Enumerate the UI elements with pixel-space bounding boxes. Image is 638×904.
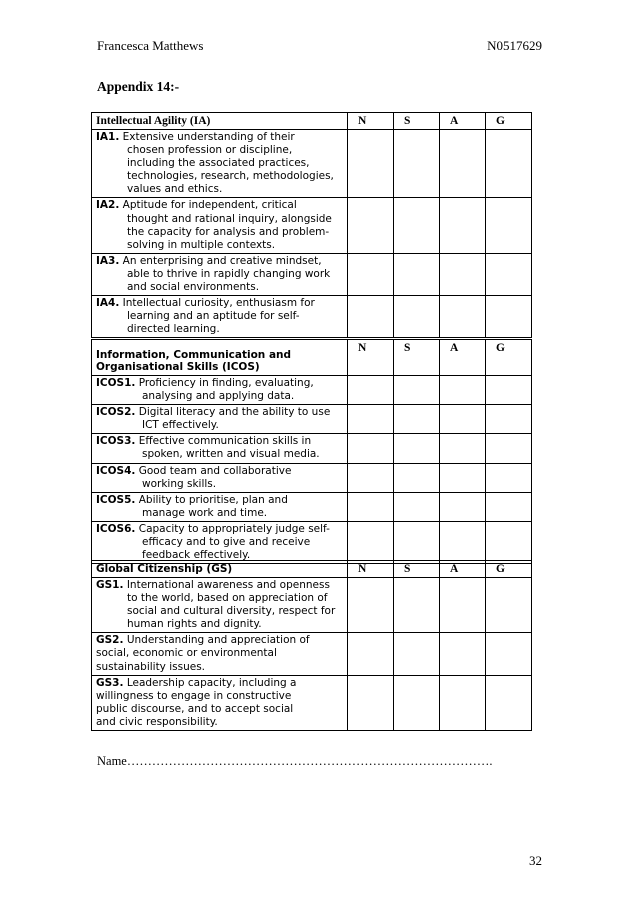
rating-cell-g[interactable]	[486, 130, 532, 198]
rating-cell-n[interactable]	[348, 376, 394, 405]
rating-cell-g[interactable]	[486, 405, 532, 434]
icos3-line: Effective communication skills in	[138, 435, 312, 448]
table-row	[92, 434, 532, 463]
ia3-description	[92, 253, 348, 295]
gs2-line: social, economic or environmental	[96, 647, 277, 660]
ia2-line: thought and rational inquiry, alongside	[127, 212, 332, 225]
icos4-line: working skills.	[142, 477, 217, 490]
icos3-description	[92, 434, 348, 463]
icos5-code: ICOS5.	[96, 493, 136, 506]
icos5-line: manage work and time.	[142, 506, 268, 519]
icos1-code: ICOS1.	[96, 377, 136, 389]
gs1-description	[92, 578, 348, 633]
col-n-header: N	[348, 340, 394, 376]
rating-cell-g[interactable]	[486, 578, 532, 633]
rating-cell-g[interactable]	[486, 633, 532, 675]
col-a-header: A	[440, 561, 486, 578]
rating-cell-s[interactable]	[394, 376, 440, 405]
rating-cell-s[interactable]	[394, 296, 440, 338]
icos2-line: ICT effectively.	[142, 419, 219, 432]
rating-cell-g[interactable]	[486, 492, 532, 521]
ia-table	[91, 112, 532, 338]
ia1-description	[92, 130, 348, 198]
icos2-line: Digital literacy and the ability to use	[138, 406, 331, 419]
ia-table-title: Intellectual Agility (IA)	[92, 113, 348, 130]
ia4-line: Intellectual curiosity, enthusiasm for	[122, 297, 315, 310]
rating-cell-a[interactable]	[440, 492, 486, 521]
rating-cell-s[interactable]	[394, 463, 440, 492]
rating-cell-n[interactable]	[348, 405, 394, 434]
table-row	[92, 253, 532, 295]
rating-cell-s[interactable]	[394, 675, 440, 730]
table-row	[92, 130, 532, 198]
icos1-line: Proficiency in finding, evaluating,	[138, 377, 314, 389]
rating-cell-n[interactable]	[348, 492, 394, 521]
gs-header-row	[92, 561, 532, 578]
rating-cell-s[interactable]	[394, 253, 440, 295]
rating-cell-g[interactable]	[486, 253, 532, 295]
gs1-line: social and cultural diversity, respect for	[127, 605, 336, 618]
icos3-code: ICOS3.	[96, 435, 136, 448]
ia4-line: learning and an aptitude for self-	[127, 310, 300, 323]
icos-title-line: Information, Communication and	[96, 349, 292, 361]
table-row	[92, 296, 532, 338]
rating-cell-n[interactable]	[348, 521, 394, 563]
icos6-line: feedback effectively.	[142, 549, 251, 562]
table-row	[92, 376, 532, 405]
ia3-line: able to thrive in rapidly changing work	[127, 267, 331, 280]
ia1-code: IA1.	[96, 131, 120, 143]
ia2-line: solving in multiple contexts.	[127, 238, 276, 251]
ia1-line: technologies, research, methodologies,	[127, 170, 334, 183]
rating-cell-a[interactable]	[440, 463, 486, 492]
rating-cell-a[interactable]	[440, 434, 486, 463]
table-row	[92, 521, 532, 563]
rating-cell-s[interactable]	[394, 434, 440, 463]
ia1-line: chosen profession or discipline,	[127, 144, 293, 157]
ia2-code: IA2.	[96, 199, 120, 212]
ia3-line: and social environments.	[127, 281, 260, 294]
table-row	[92, 463, 532, 492]
rating-cell-a[interactable]	[440, 633, 486, 675]
icos2-code: ICOS2.	[96, 406, 136, 419]
gs2-description	[92, 633, 348, 675]
table-row	[92, 198, 532, 253]
gs3-code: GS3.	[96, 676, 124, 689]
gs2-line: Understanding and appreciation of	[126, 634, 310, 647]
header-student-id: N0517629	[487, 38, 542, 53]
rating-cell-g[interactable]	[486, 463, 532, 492]
col-a-header: A	[440, 340, 486, 376]
gs1-code: GS1.	[96, 579, 124, 591]
col-a-header: A	[440, 113, 486, 130]
gs3-line: public discourse, and to accept social	[96, 702, 294, 715]
rating-cell-s[interactable]	[394, 521, 440, 563]
rating-cell-n[interactable]	[348, 296, 394, 338]
icos2-description	[92, 405, 348, 434]
rating-cell-a[interactable]	[440, 296, 486, 338]
ia4-line: directed learning.	[127, 323, 220, 336]
rating-cell-s[interactable]	[394, 130, 440, 198]
icos-table-title	[92, 340, 348, 376]
rating-cell-s[interactable]	[394, 198, 440, 253]
appendix-title: Appendix 14:-	[97, 79, 180, 94]
gs1-line: to the world, based on appreciation of	[127, 592, 328, 605]
gs2-line: sustainability issues.	[96, 660, 206, 673]
col-s-header: S	[394, 561, 440, 578]
rating-cell-n[interactable]	[348, 198, 394, 253]
rating-cell-a[interactable]	[440, 376, 486, 405]
rating-cell-g[interactable]	[486, 675, 532, 730]
icos5-line: Ability to prioritise, plan and	[138, 493, 288, 506]
icos-header-row	[92, 340, 532, 376]
ia1-line: values and ethics.	[127, 183, 223, 196]
rating-cell-n[interactable]	[348, 434, 394, 463]
ia1-line: including the associated practices,	[127, 157, 310, 170]
rating-cell-g[interactable]	[486, 434, 532, 463]
rating-cell-a[interactable]	[440, 675, 486, 730]
gs-table-title: Global Citizenship (GS)	[92, 561, 348, 578]
col-g-header: G	[486, 113, 532, 130]
rating-cell-g[interactable]	[486, 198, 532, 253]
rating-cell-a[interactable]	[440, 253, 486, 295]
rating-cell-n[interactable]	[348, 578, 394, 633]
header-author: Francesca Matthews	[97, 38, 204, 53]
rating-cell-s[interactable]	[394, 578, 440, 633]
icos6-description	[92, 521, 348, 563]
col-s-header: S	[394, 340, 440, 376]
icos1-line: analysing and applying data.	[142, 390, 295, 403]
name-field-label: Name…………………………………………………………………………….	[97, 754, 493, 768]
rating-cell-a[interactable]	[440, 130, 486, 198]
rating-cell-n[interactable]	[348, 675, 394, 730]
rating-cell-g[interactable]	[486, 521, 532, 563]
table-row	[92, 492, 532, 521]
gs3-description	[92, 675, 348, 730]
col-g-header: G	[486, 340, 532, 376]
ia3-line: An enterprising and creative mindset,	[122, 254, 322, 267]
col-s-header: S	[394, 113, 440, 130]
rating-cell-n[interactable]	[348, 633, 394, 675]
rating-cell-s[interactable]	[394, 633, 440, 675]
rating-cell-n[interactable]	[348, 253, 394, 295]
ia2-line: Aptitude for independent, critical	[122, 199, 297, 212]
rating-cell-s[interactable]	[394, 492, 440, 521]
gs-table	[91, 560, 532, 731]
icos4-line: Good team and collaborative	[138, 464, 292, 477]
table-row	[92, 405, 532, 434]
rating-cell-a[interactable]	[440, 578, 486, 633]
ia4-code: IA4.	[96, 297, 120, 310]
icos5-description	[92, 492, 348, 521]
icos4-code: ICOS4.	[96, 464, 136, 477]
table-row	[92, 578, 532, 633]
rating-cell-a[interactable]	[440, 405, 486, 434]
rating-cell-n[interactable]	[348, 130, 394, 198]
rating-cell-g[interactable]	[486, 296, 532, 338]
col-n-header: N	[348, 113, 394, 130]
gs3-line: and civic responsibility.	[96, 715, 218, 728]
col-n-header: N	[348, 561, 394, 578]
table-row	[92, 633, 532, 675]
col-g-header: G	[486, 561, 532, 578]
table-row	[92, 675, 532, 730]
ia-header-row	[92, 113, 532, 130]
ia2-line: the capacity for analysis and problem-	[127, 225, 330, 238]
gs2-code: GS2.	[96, 634, 124, 647]
rating-cell-a[interactable]	[440, 198, 486, 253]
ia1-line: Extensive understanding of their	[122, 131, 295, 143]
icos6-line: Capacity to appropriately judge self-	[138, 522, 330, 535]
rating-cell-a[interactable]	[440, 521, 486, 563]
icos-table	[91, 339, 532, 564]
gs3-line: Leadership capacity, including a	[126, 676, 297, 689]
gs3-line: willingness to engage in constructive	[96, 689, 292, 702]
rating-cell-s[interactable]	[394, 405, 440, 434]
icos4-description	[92, 463, 348, 492]
page-number: 32	[529, 853, 542, 868]
ia4-description	[92, 296, 348, 338]
icos3-line: spoken, written and visual media.	[142, 448, 320, 461]
icos6-code: ICOS6.	[96, 522, 136, 535]
gs1-line: human rights and dignity.	[127, 618, 262, 631]
icos6-line: efficacy and to give and receive	[142, 536, 311, 549]
ia2-description	[92, 198, 348, 253]
rating-cell-g[interactable]	[486, 376, 532, 405]
icos-title-line: Organisational Skills (ICOS)	[96, 361, 260, 373]
rating-cell-n[interactable]	[348, 463, 394, 492]
gs1-line: International awareness and openness	[126, 579, 330, 591]
ia3-code: IA3.	[96, 254, 120, 267]
icos1-description	[92, 376, 348, 405]
